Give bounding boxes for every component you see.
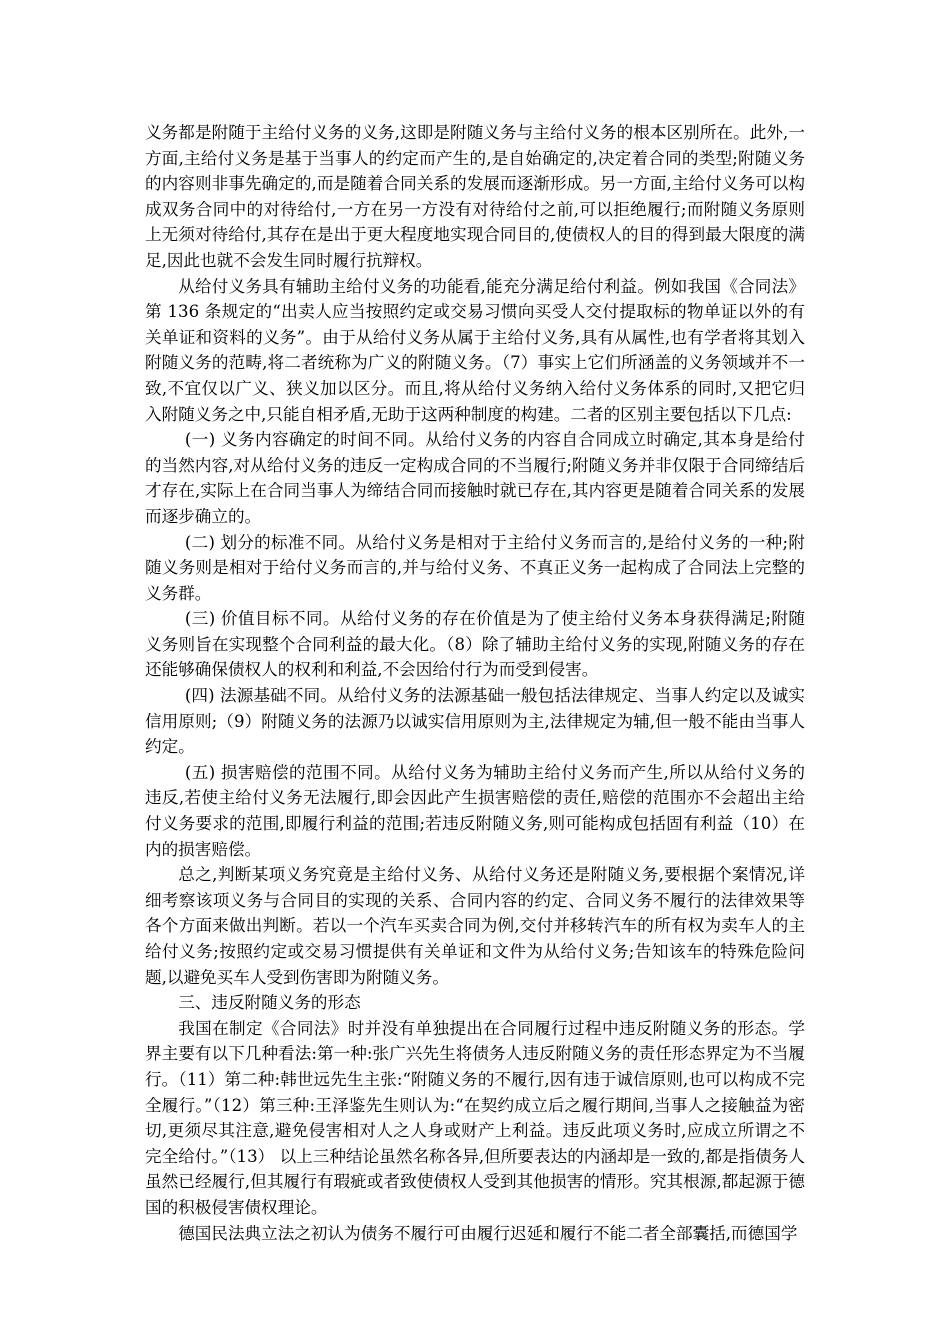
list-item-2: (二) 划分的标准不同。从给付义务是相对于主给付义务而言的,是给付义务的一种;附随义务则是相对于给付义务而言的,并与给付义务、不真正义务一起构成了合同法上完整的义务群。 <box>145 532 805 603</box>
section-heading: 三、违反附随义务的形态 <box>178 993 361 1013</box>
list-item-3: (三) 价值目标不同。从给付义务的存在价值是为了使主给付义务本身获得满足;附随义务则旨在实现整个合同利益的最大化。（8）除了辅助主给付义务的实现,附随义务的存在还能够确保债权人的权利和利益,不会因给付行为而受到侵害。 <box>145 609 805 680</box>
paragraph-1: 义务都是附随于主给付义务的义务,这即是附随义务与主给付义务的根本区别所在。此外,一方面,主给付义务是基于当事人的约定而产生的,是自始确定的,决定着合同的类型;附随义务的内容则非事先确定的,而是随着合同关系的发展而逐渐形成。另一方面,主给付义务可以构成双务合同中的对待给付,一方在另一方没有对待给付之前,可以拒绝履行;而附随义务原则上无须对待给付,其存在是出于更大程度地实现合同目的,使债权人的目的得到最大限度的满足,因此也就不会发生同时履行抗辩权。 <box>145 123 805 270</box>
document-page <box>145 120 805 1246</box>
list-item-5: (五) 损害赔偿的范围不同。从给付义务为辅助主给付义务而产生,所以从给付义务的违反,若使主给付义务无法履行,即会因此产生损害赔偿的责任,赔偿的范围亦不会超出主给付义务要求的范围,即履行利益的范围;若违反附随义务,则可能构成包括固有利益（10）在内的损害赔偿。 <box>145 762 805 859</box>
paragraph-views: 我国在制定《合同法》时并没有单独提出在合同履行过程中违反附随义务的形态。学界主要有以下几种看法:第一种:张广兴先生将债务人违反附随义务的责任形态界定为不当履行。（11）第二种:韩世远先生主张:“附随义务的不履行,因有违于诚信原则,也可以构成不完全履行。”（12）第三种:王泽鉴先生则认为:“在契约成立后之履行期间,当事人之接触益为密切,更须尽其注意,避免侵害相对人之人身或财产上利益。违反此项义务时,应成立所谓之不完全给付。”（13） 以上三种结论虽然名称各异,但所要表达的内涵却是一致的,都是指债务人虽然已经履行,但其履行有瑕疵或者致使债权人受到其他损害的情形。究其根源,都起源于德国的积极侵害债权理论。 <box>145 1018 805 1217</box>
list-item-1: (一) 义务内容确定的时间不同。从给付义务的内容自合同成立时确定,其本身是给付的当然内容,对从给付义务的违反一定构成合同的不当履行;附随义务并非仅限于合同缔结后才存在,实际上在合同当事人为缔结合同而接触时就已存在,其内容更是随着合同关系的发展而逐步确立的。 <box>145 430 805 526</box>
paragraph-2: 从给付义务具有辅助主给付义务的功能看,能充分满足给付利益。例如我国《合同法》第 136 条规定的“出卖人应当按照约定或交易习惯向买受人交付提取标的物单证以外的有关单证和资料的义务”。由于从给付义务从属于主给付义务,具有从属性,也有学者将其划入附随义务的范畴,将二者统称为广义的附随义务。（7）事实上它们所涵盖的义务领域并不一致,不宜仅以广义、狭义加以区分。而且,将从给付义务纳入给付义务体系的同时,又把它归入附随义务之中,只能自相矛盾,无助于这两种制度的构建。二者的区别主要包括以下几点: <box>145 276 805 424</box>
paragraph-conclusion: 总之,判断某项义务究竟是主给付义务、从给付义务还是附随义务,要根据个案情况,详细考察该项义务与合同目的实现的关系、合同内容的约定、合同义务不履行的法律效果等各个方面来做出判断。若以一个汽车买卖合同为例,交付并移转汽车的所有权为卖车人的主给付义务;按照约定或交易习惯提供有关单证和文件为从给付义务;告知该车的特殊危险问题,以避免买车人受到伤害即为附随义务。 <box>145 865 805 987</box>
list-item-4: (四) 法源基础不同。从给付义务的法源基础一般包括法律规定、当事人约定以及诚实信用原则;（9）附随义务的法源乃以诚实信用原则为主,法律规定为辅,但一般不能由当事人约定。 <box>145 686 805 757</box>
paragraph-german-law: 德国民法典立法之初认为债务不履行可由履行迟延和履行不能二者全部囊括,而德国学 <box>178 1223 798 1243</box>
